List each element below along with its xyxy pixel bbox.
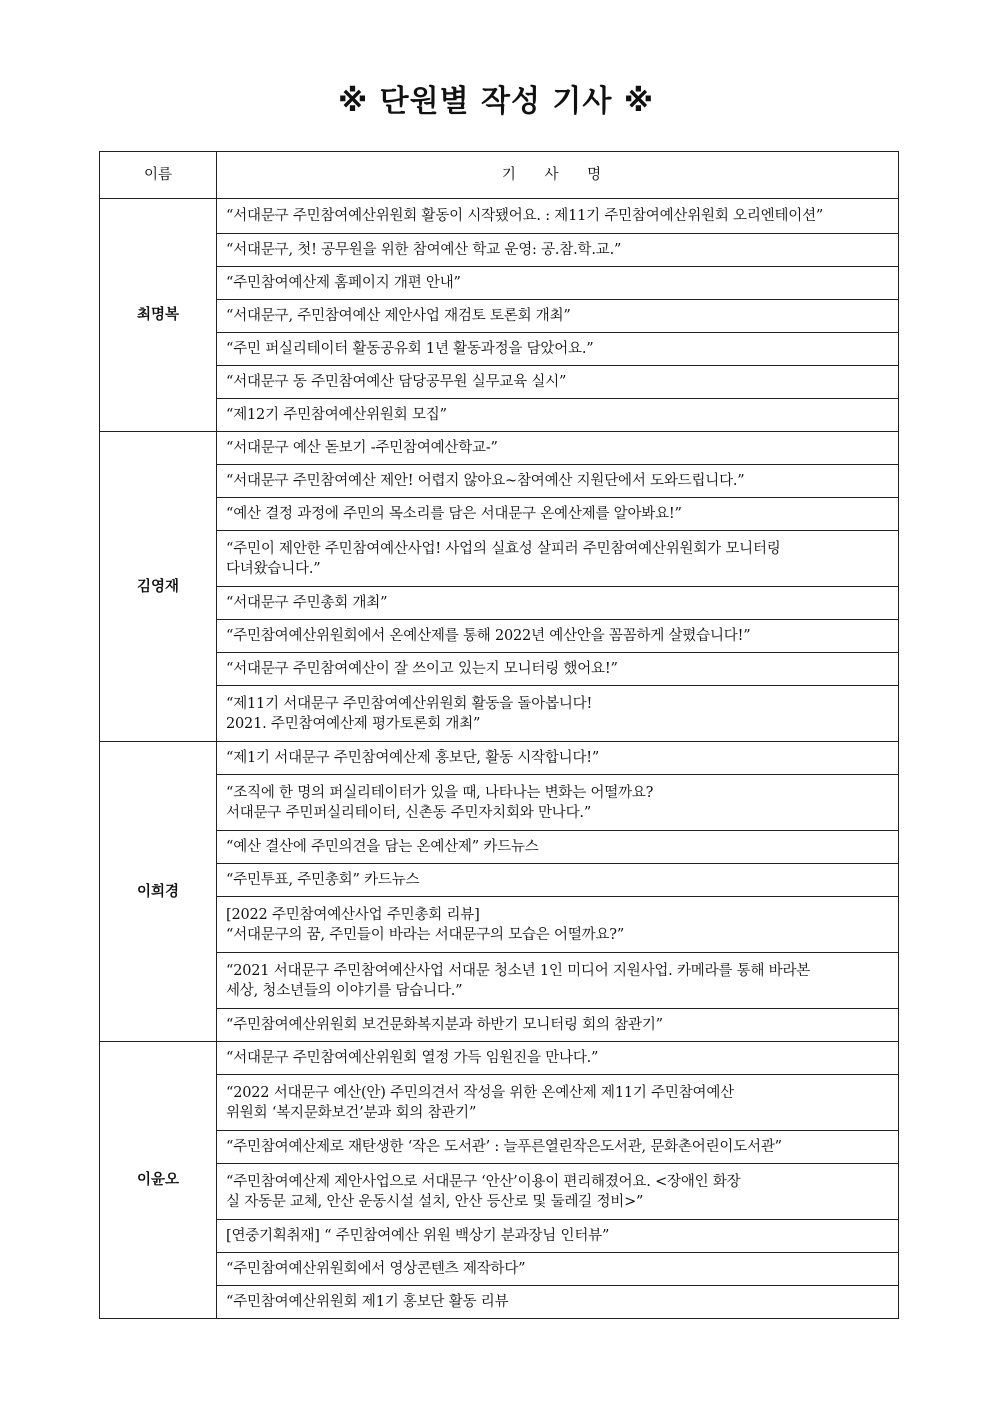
article-title: “서대문구 주민총회 개최” xyxy=(217,587,899,620)
article-title: “제1기 서대문구 주민참여예산제 홍보단, 활동 시작합니다!” xyxy=(217,742,899,775)
header-article-title: 기 사 명 xyxy=(217,152,899,199)
table-row xyxy=(100,620,899,653)
article-title: [연중기획취재] “ 주민참여예산 위원 백상기 분과장님 인터뷰” xyxy=(217,1220,899,1253)
table-row xyxy=(100,775,899,831)
table-row xyxy=(100,399,899,432)
article-title: “예산 결산에 주민의견을 담는 온예산제” 카드뉴스 xyxy=(217,831,899,864)
table-row xyxy=(100,1042,899,1075)
article-title: “서대문구 예산 돋보기 -주민참여예산학교-” xyxy=(217,432,899,465)
article-title: “서대문구 주민참여예산위원회 활동이 시작됐어요. : 제11기 주민참여예산위원회 오리엔테이션” xyxy=(217,199,899,234)
member-name: 최명복 xyxy=(100,199,217,432)
article-title: “주민 퍼실리테이터 활동공유회 1년 활동과정을 담았어요.” xyxy=(217,333,899,366)
table-row xyxy=(100,1164,899,1220)
table-row xyxy=(100,366,899,399)
article-title: “주민참여예산위원회 보건문화복지분과 하반기 모니터링 회의 참관기” xyxy=(217,1009,899,1042)
header-name: 이름 xyxy=(100,152,217,199)
article-title: “제11기 서대문구 주민참여예산위원회 활동을 돌아봅니다! 2021. 주민참여예산제 평가토론회 개최” xyxy=(217,686,899,742)
article-title: “주민이 제안한 주민참여예산사업! 사업의 실효성 살피러 주민참여예산위원회가 모니터링 다녀왔습니다.” xyxy=(217,531,899,587)
table-row xyxy=(100,953,899,1009)
table-row xyxy=(100,1286,899,1319)
article-title: “주민참여예산위원회 제1기 홍보단 활동 리뷰 xyxy=(217,1286,899,1319)
table-row xyxy=(100,1075,899,1131)
article-title: “주민참여예산위원회에서 온예산제를 통해 2022년 예산안을 꼼꼼하게 살폈습니다!” xyxy=(217,620,899,653)
article-title: “서대문구 주민참여예산 제안! 어렵지 않아요~참여예산 지원단에서 도와드립니다.” xyxy=(217,465,899,498)
article-title: “2022 서대문구 예산(안) 주민의견서 작성을 위한 온예산제 제11기 주민참여예산 위원회 ‘복지문화보건’분과 회의 참관기” xyxy=(217,1075,899,1131)
article-title: [2022 주민참여예산사업 주민총회 리뷰] “서대문구의 꿈, 주민들이 바라는 서대문구의 모습은 어떨까요?” xyxy=(217,897,899,953)
table-row xyxy=(100,897,899,953)
article-title: “2021 서대문구 주민참여예산사업 서대문 청소년 1인 미디어 지원사업. 카메라를 통해 바라본 세상, 청소년들의 이야기를 담습니다.” xyxy=(217,953,899,1009)
article-title: “서대문구 주민참여예산이 잘 쓰이고 있는지 모니터링 했어요!” xyxy=(217,653,899,686)
article-table xyxy=(99,151,899,1319)
table-row xyxy=(100,653,899,686)
article-title: “서대문구 동 주민참여예산 담당공무원 실무교육 실시” xyxy=(217,366,899,399)
table-row xyxy=(100,498,899,531)
table-row xyxy=(100,300,899,333)
article-title: “서대문구 주민참여예산위원회 열정 가득 임원진을 만나다.” xyxy=(217,1042,899,1075)
article-title: “주민투표, 주민총회” 카드뉴스 xyxy=(217,864,899,897)
table-row xyxy=(100,1131,899,1164)
table-row xyxy=(100,531,899,587)
table-row xyxy=(100,831,899,864)
table-row xyxy=(100,199,899,234)
table-row xyxy=(100,1220,899,1253)
article-title: “조직에 한 명의 퍼실리테이터가 있을 때, 나타나는 변화는 어떨까요? 서대문구 주민퍼실리테이터, 신촌동 주민자치회와 만나다.” xyxy=(217,775,899,831)
table-row xyxy=(100,465,899,498)
article-title: “서대문구, 주민참여예산 제안사업 재검토 토론회 개최” xyxy=(217,300,899,333)
article-title: “주민참여예산제 홈페이지 개편 안내” xyxy=(217,267,899,300)
table-row xyxy=(100,333,899,366)
article-title: “주민참여예산제로 재탄생한 ‘작은 도서관’ : 늘푸른열린작은도서관, 문화촌어린이도서관” xyxy=(217,1131,899,1164)
table-row xyxy=(100,234,899,267)
table-row xyxy=(100,686,899,742)
article-title: “주민참여예산제 제안사업으로 서대문구 ‘안산’이용이 편리해졌어요. <장애인 화장 실 자동문 교체, 안산 운동시설 설치, 안산 등산로 및 둘레길 정비>” xyxy=(217,1164,899,1220)
table-row xyxy=(100,587,899,620)
member-name: 이윤오 xyxy=(100,1042,217,1319)
table-row xyxy=(100,1009,899,1042)
article-title: “제12기 주민참여예산위원회 모집” xyxy=(217,399,899,432)
table-row xyxy=(100,864,899,897)
table-header-row xyxy=(100,152,899,199)
table-row xyxy=(100,1253,899,1286)
table-row xyxy=(100,267,899,300)
member-name: 이희경 xyxy=(100,742,217,1042)
table-row xyxy=(100,742,899,775)
article-title: “서대문구, 첫! 공무원을 위한 참여예산 학교 운영: 공.참.학.교.” xyxy=(217,234,899,267)
member-name: 김영재 xyxy=(100,432,217,742)
page-title: ※ 단원별 작성 기사 ※ xyxy=(338,84,654,119)
article-title: “예산 결정 과정에 주민의 목소리를 담은 서대문구 온예산제를 알아봐요!” xyxy=(217,498,899,531)
table-row xyxy=(100,432,899,465)
article-title: “주민참여예산위원회에서 영상콘텐츠 제작하다” xyxy=(217,1253,899,1286)
